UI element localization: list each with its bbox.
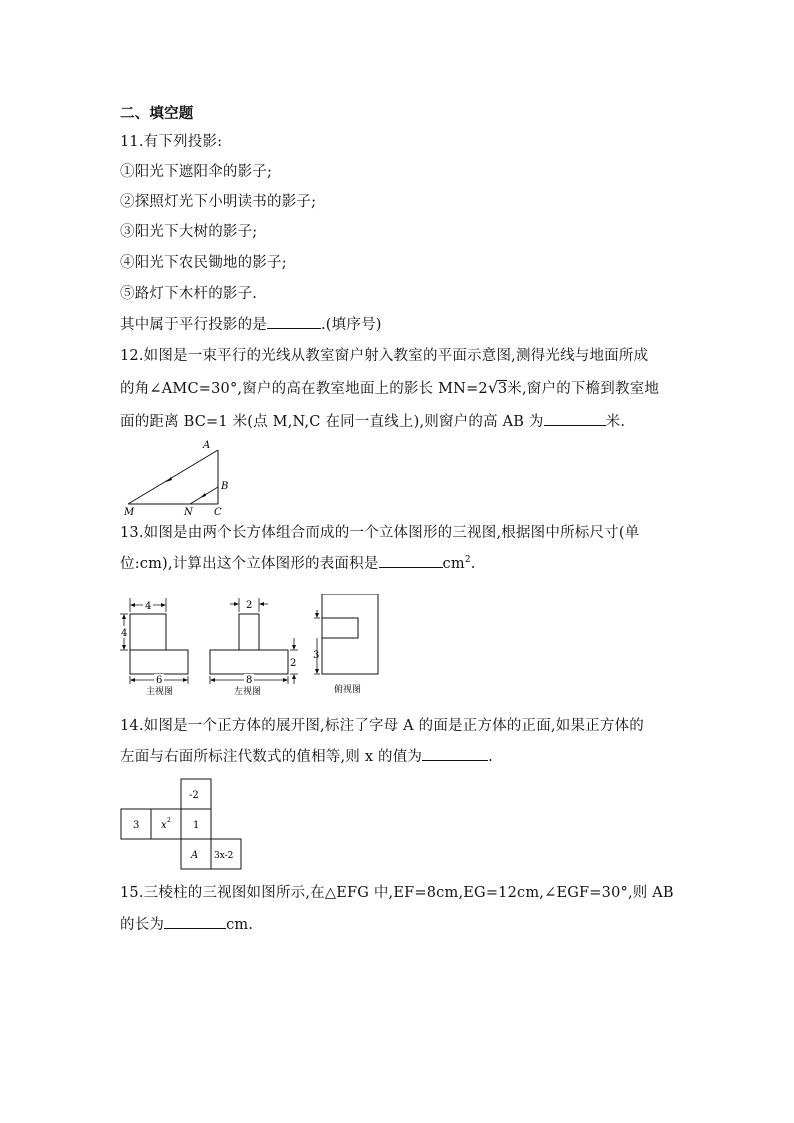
q11-question — [120, 313, 382, 334]
q12-line-1: 12.如图是一束平行的光线从教室窗户射入教室的平面示意图,测得光线与地面所成 — [120, 348, 649, 364]
top-view — [313, 594, 378, 695]
q11-item-5: ⑤路灯下木杆的影子. — [120, 286, 258, 302]
q11-question-post: .(填序号) — [321, 317, 382, 333]
side-view-caption: 左视图 — [234, 687, 262, 697]
side-view — [210, 598, 298, 697]
cell-top-label: -2 — [189, 790, 199, 801]
q13-line-2 — [120, 552, 476, 573]
q12-answer-blank[interactable] — [544, 411, 606, 426]
cell-center-label: 1 — [193, 820, 200, 831]
side-top-width: 2 — [246, 600, 253, 611]
q14-line-2-pre: 左面与右面所标注代数式的值相等,则 x 的值为 — [120, 749, 423, 765]
q12-line-3 — [120, 410, 625, 431]
q13-line-1: 13.如图是由两个长方体组合而成的一个立体图形的三视图,根据图中所标尺寸(单 — [120, 525, 640, 541]
cell-front-label: A — [191, 850, 199, 861]
arrow-icon — [200, 493, 206, 498]
q13-three-views-figure — [116, 594, 396, 698]
q11-stem: 11.有下列投影: — [120, 134, 223, 150]
q12-line-2-post: 米,窗户的下檐到教室地 — [507, 381, 660, 397]
q13-line-2-pre: 位:cm),计算出这个立体图形的表面积是 — [120, 556, 379, 572]
cell-x2-base: x — [161, 820, 167, 831]
side-bottom-height: 2 — [290, 658, 297, 669]
top-view-caption: 俯视图 — [334, 685, 362, 695]
label-m: M — [124, 507, 135, 518]
cell-x2-sup: 2 — [167, 817, 171, 824]
radical-icon: √ — [487, 378, 499, 397]
cell-right-label: 3x-2 — [214, 851, 234, 861]
q15-line-2 — [120, 913, 253, 934]
q11-question-pre: 其中属于平行投影的是 — [120, 317, 267, 333]
q12-line-2-pre: 的角∠AMC=30°,窗户的高在教室地面上的影长 MN=2 — [120, 381, 488, 397]
radicand: 3 — [497, 381, 508, 397]
q11-item-2: ②探照灯光下小明读书的影子; — [120, 194, 317, 210]
front-top-width: 4 — [145, 601, 152, 612]
q15-line-2-pre: 的长为 — [120, 917, 165, 933]
q14-cube-net-figure — [120, 778, 244, 872]
q13-answer-blank[interactable] — [379, 553, 443, 568]
q15-line-2-post: cm. — [226, 917, 254, 933]
q13-line-2-end: . — [470, 556, 476, 572]
section-title: 二、填空题 — [120, 105, 194, 122]
q12-line-2 — [120, 377, 659, 398]
front-view — [119, 598, 188, 697]
q15-answer-blank[interactable] — [164, 914, 226, 929]
q14-line-2 — [120, 745, 493, 766]
q12-line-3-post: 米. — [605, 414, 626, 430]
q15-line-1: 15.三棱柱的三视图如图所示,在△EFG 中,EF=8cm,EG=12cm,∠EGF=30°,则 AB — [120, 885, 674, 901]
side-bottom-width: 8 — [246, 675, 253, 686]
label-c: C — [214, 507, 222, 518]
q11-item-3: ③阳光下大树的影子; — [120, 224, 258, 240]
q11-item-4: ④阳光下农民锄地的影子; — [120, 255, 287, 271]
front-top-height: 4 — [121, 628, 128, 639]
label-n: N — [184, 507, 193, 518]
q12-triangle-figure — [118, 436, 238, 518]
q14-line-1: 14.如图是一个正方体的展开图,标注了字母 A 的面是正方体的正面,如果正方体的 — [120, 718, 644, 734]
q11-answer-blank[interactable] — [267, 314, 321, 329]
label-b: B — [221, 481, 229, 492]
front-view-caption: 主视图 — [146, 687, 174, 697]
front-bottom-width: 6 — [156, 675, 163, 686]
q13-unit-sup: 2 — [464, 555, 471, 566]
cell-left-label: 3 — [133, 820, 140, 831]
arrow-icon — [166, 477, 172, 482]
q14-line-2-post: . — [488, 749, 493, 765]
q11-item-1: ①阳光下遮阳伞的影子; — [120, 164, 273, 180]
sqrt-expression — [487, 378, 508, 397]
q13-line-2-post: cm — [442, 556, 465, 572]
top-dim: 3 — [313, 650, 320, 661]
q12-line-3-pre: 面的距离 BC=1 米(点 M,N,C 在同一直线上),则窗户的高 AB 为 — [120, 414, 544, 430]
label-a: A — [203, 440, 211, 451]
q14-answer-blank[interactable] — [422, 746, 488, 761]
